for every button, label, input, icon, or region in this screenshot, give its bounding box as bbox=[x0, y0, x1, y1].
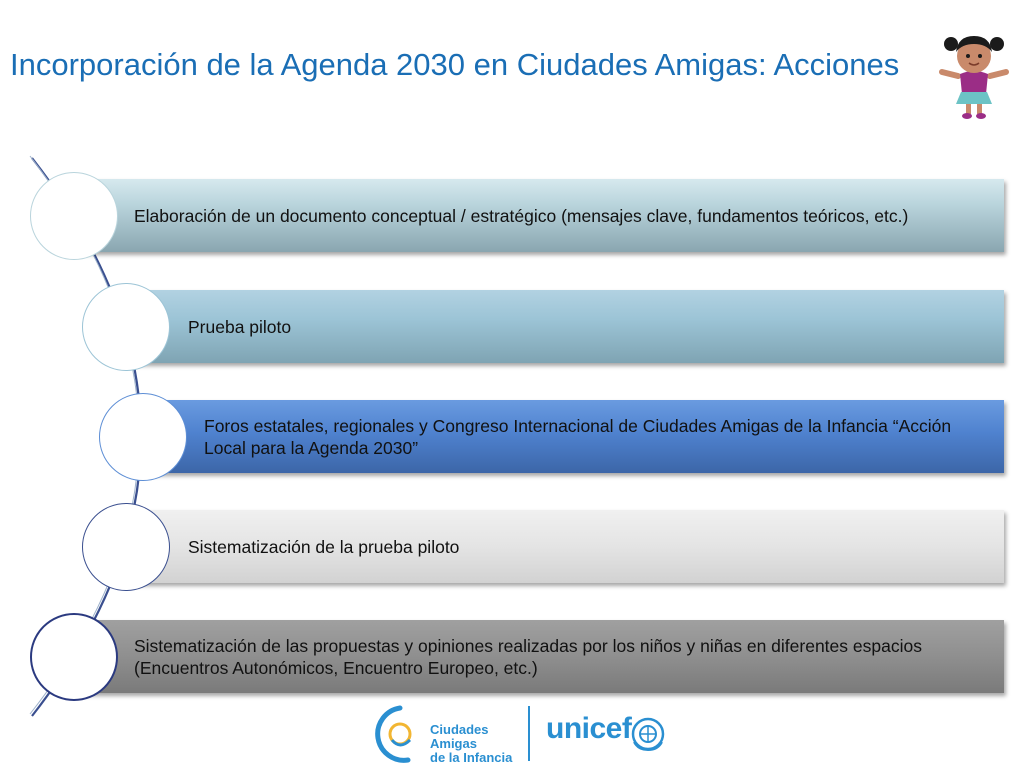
unicef-logo-text: unicef bbox=[546, 712, 632, 745]
logo-divider bbox=[528, 706, 530, 761]
step-circle-3 bbox=[99, 393, 187, 481]
step-text-2: Prueba piloto bbox=[188, 316, 292, 337]
step-bar-5 bbox=[70, 620, 1004, 693]
step-text-3: Foros estatales, regionales y Congreso Internacional de Ciudades Amigas de la Infancia “Acción Local para la Agenda 2030” bbox=[204, 415, 952, 458]
unicef-emblem-icon bbox=[630, 716, 666, 752]
step-bar-4 bbox=[122, 510, 1004, 583]
step-circle-2 bbox=[82, 283, 170, 371]
step-text-4: Sistematización de la prueba piloto bbox=[188, 536, 460, 557]
slide-title: Incorporación de la Agenda 2030 en Ciudades Amigas: Acciones bbox=[10, 47, 900, 82]
step-bar-2 bbox=[122, 290, 1004, 363]
ciudades-amigas-logo-text: Ciudades Amigas de la Infancia bbox=[430, 722, 513, 765]
step-bar-3 bbox=[140, 400, 1004, 473]
step-text-1: Elaboración de un documento conceptual / estratégico (mensajes clave, fundamentos teóricos, etc.) bbox=[134, 205, 909, 226]
step-circle-5 bbox=[30, 613, 118, 701]
step-text-5: Sistematización de las propuestas y opiniones realizadas por los niños y niñas en diferentes espacios (Encuentros Autonómicos, Encuentro Europeo, etc.) bbox=[134, 635, 922, 678]
step-bar-1 bbox=[70, 179, 1004, 252]
step-circle-4 bbox=[82, 503, 170, 591]
step-circle-1 bbox=[30, 172, 118, 260]
